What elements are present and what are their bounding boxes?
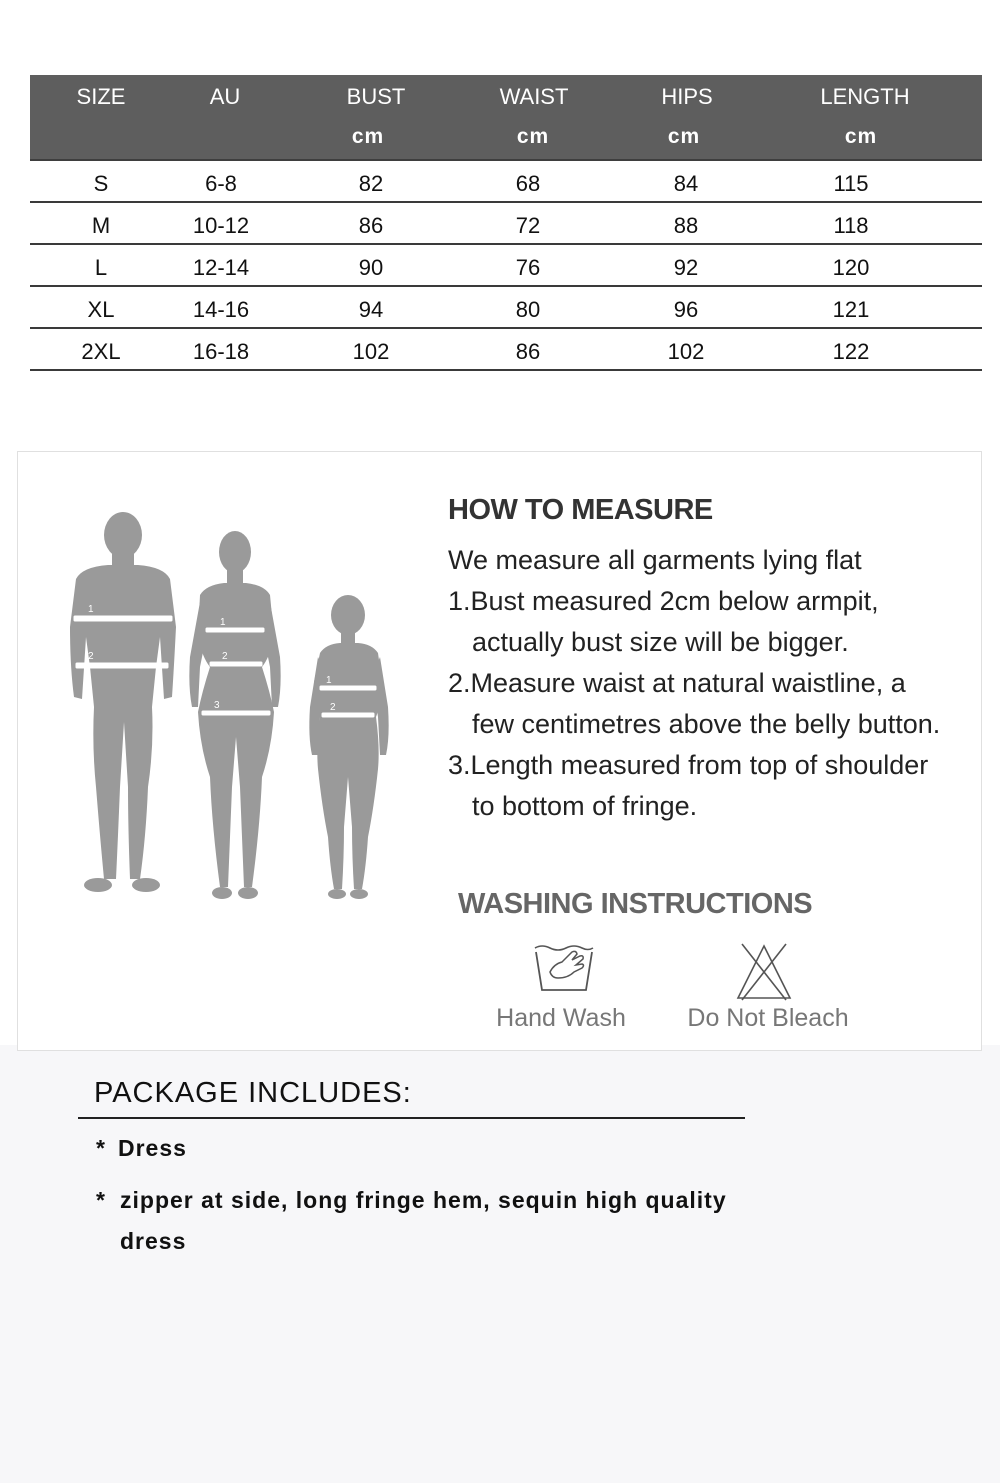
- label-man-2: 2: [88, 651, 94, 662]
- header-hips-unit: cm: [667, 125, 701, 148]
- cell-length: 120: [832, 255, 870, 280]
- table-row: [30, 287, 982, 329]
- hand-wash-label: Hand Wash: [496, 1004, 626, 1032]
- label-woman-2: 2: [222, 651, 228, 662]
- cell-au: 16-18: [192, 339, 250, 364]
- header-waist: WAIST: [499, 84, 569, 109]
- measure-step-2: 2.Measure waist at natural waistline, a: [448, 668, 906, 698]
- washing-instructions-title: WASHING INSTRUCTIONS: [458, 888, 813, 920]
- cell-length: 122: [832, 339, 870, 364]
- size-chart-table: [30, 75, 982, 371]
- header-hips: HIPS: [661, 84, 713, 109]
- cell-hips: 96: [673, 297, 699, 322]
- label-child-2: 2: [330, 702, 336, 713]
- cell-size: S: [93, 171, 109, 196]
- measure-step-3: 3.Length measured from top of shoulder: [448, 750, 929, 780]
- table-header: [30, 75, 982, 161]
- label-man-1: 1: [88, 604, 94, 615]
- cell-bust: 86: [358, 213, 384, 238]
- tape-woman-bust: [206, 628, 264, 632]
- cell-size: XL: [87, 297, 115, 322]
- measure-step-1-cont: actually bust size will be bigger.: [472, 627, 849, 657]
- cell-length: 118: [833, 213, 869, 238]
- package-item-details-cont: dress: [120, 1228, 187, 1254]
- package-bullet: *: [96, 1187, 105, 1213]
- header-length: LENGTH: [820, 84, 910, 109]
- package-bullet: *: [96, 1135, 105, 1161]
- how-to-measure-panel: [17, 451, 982, 1051]
- table-row: [30, 329, 982, 371]
- tape-child-bust: [320, 686, 376, 690]
- header-size: SIZE: [76, 84, 126, 109]
- cell-size: M: [91, 213, 111, 238]
- package-item-details: zipper at side, long fringe hem, sequin high quality: [120, 1187, 727, 1213]
- cell-au: 14-16: [192, 297, 250, 322]
- cell-au: 12-14: [192, 255, 250, 280]
- tape-woman-waist: [210, 662, 262, 666]
- cell-waist: 72: [515, 213, 541, 238]
- do-not-bleach-icon: [734, 942, 794, 1002]
- header-bust: BUST: [346, 84, 406, 109]
- cell-au: 10-12: [192, 213, 250, 238]
- table-row: [30, 161, 982, 203]
- cell-size: 2XL: [81, 339, 121, 364]
- body-figures-illustration: [48, 507, 408, 907]
- header-waist-unit: cm: [516, 125, 550, 148]
- tape-child-waist: [322, 713, 374, 717]
- measure-step-2-cont: few centimetres above the belly button.: [472, 709, 941, 739]
- tape-man-bust: [74, 616, 172, 621]
- how-to-measure-title: HOW TO MEASURE: [448, 494, 713, 526]
- cell-bust: 102: [352, 339, 390, 364]
- cell-hips: 92: [673, 255, 699, 280]
- do-not-bleach-label: Do Not Bleach: [687, 1004, 849, 1032]
- header-au: AU: [209, 84, 241, 109]
- header-length-unit: cm: [844, 125, 878, 148]
- measure-intro: We measure all garments lying flat: [448, 545, 862, 575]
- measure-step-3-cont: to bottom of fringe.: [472, 791, 698, 821]
- cell-bust: 94: [358, 297, 384, 322]
- child-figure-icon: [309, 595, 388, 899]
- cell-size: L: [94, 255, 108, 280]
- label-child-1: 1: [326, 675, 332, 686]
- hand-wash-icon: [532, 942, 596, 994]
- table-row: [30, 203, 982, 245]
- cell-hips: 88: [673, 213, 699, 238]
- cell-waist: 80: [515, 297, 541, 322]
- cell-waist: 76: [515, 255, 541, 280]
- cell-hips: 84: [673, 171, 699, 196]
- package-divider: [78, 1117, 745, 1119]
- tape-man-waist: [76, 663, 168, 668]
- cell-bust: 82: [358, 171, 384, 196]
- man-figure-icon: [70, 512, 176, 892]
- cell-length: 115: [833, 171, 869, 196]
- package-includes-title: PACKAGE INCLUDES:: [94, 1077, 412, 1109]
- package-item-dress: Dress: [118, 1135, 187, 1161]
- cell-waist: 68: [515, 171, 541, 196]
- cell-bust: 90: [358, 255, 384, 280]
- tape-woman-hips: [202, 711, 270, 715]
- cell-length: 121: [832, 297, 870, 322]
- measure-step-1: 1.Bust measured 2cm below armpit,: [448, 586, 879, 616]
- cell-hips: 102: [667, 339, 705, 364]
- lower-background: [0, 1045, 1000, 1483]
- cell-waist: 86: [515, 339, 541, 364]
- table-row: [30, 245, 982, 287]
- label-woman-1: 1: [220, 617, 226, 628]
- header-bust-unit: cm: [351, 125, 385, 148]
- label-woman-3: 3: [214, 700, 220, 711]
- cell-au: 6-8: [205, 171, 237, 196]
